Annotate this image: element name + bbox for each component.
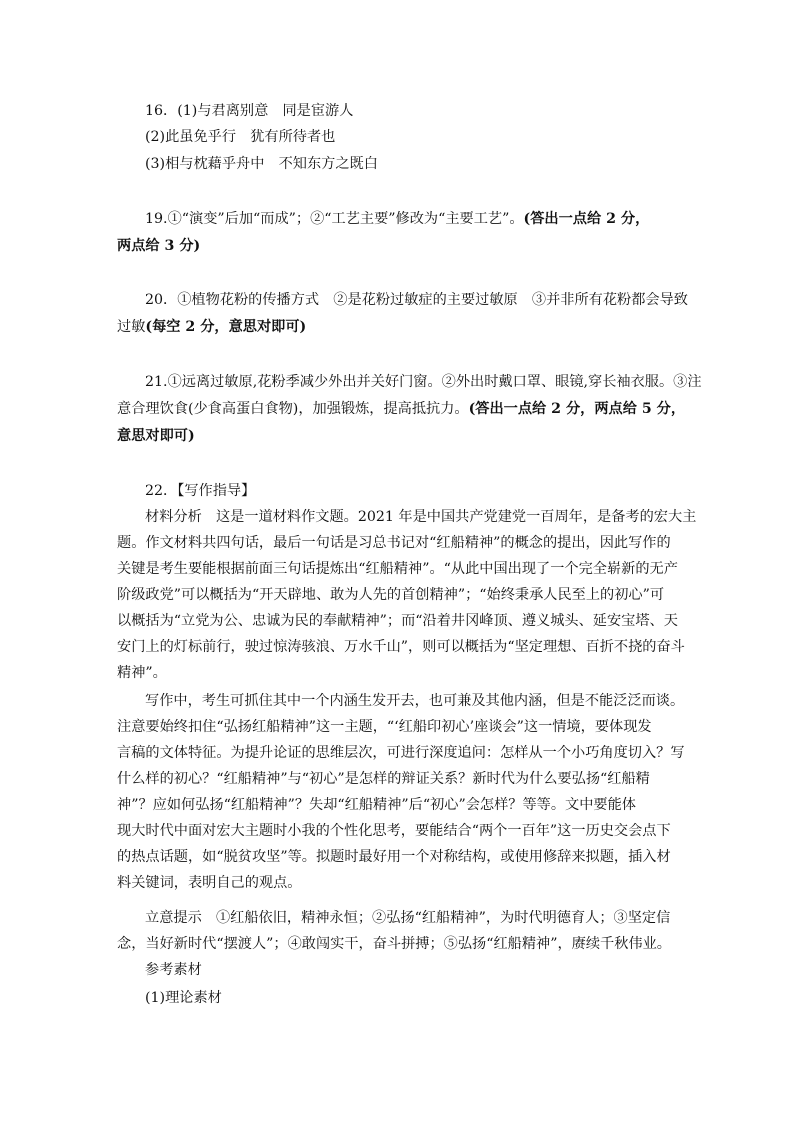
reference-heading: 参考素材	[145, 962, 202, 978]
analysis-line: 题。作文材料共四句话，最后一句话是习总书记对“红船精神”的概念的提出，因此写作的	[117, 535, 671, 551]
analysis-line: 安门上的灯标前行，驶过惊涛骇浪、万水千山”，则可以概括为“坚定理想、百折不挠的奋斗	[117, 639, 685, 655]
q19-line-1	[145, 209, 649, 229]
q21-answer-tail: 意合理饮食(少食高蛋白食物)，加强锻炼，提高抵抗力。	[117, 401, 469, 417]
analysis-line: 精神”。	[117, 665, 167, 681]
writing-line: 言稿的文体特征。为提升论证的思维层次，可进行深度追问：怎样从一个小巧角度切入？写	[117, 745, 685, 761]
writing-line: 神”？应如何弘扬“红船精神”？失却“红船精神”后“初心”会怎样？等等。文中要能体	[117, 797, 636, 813]
q21-line-2	[117, 399, 685, 419]
writing-line: 料关键词，表明自己的观点。	[117, 875, 302, 891]
writing-line: 现大时代中面对宏大主题时小我的个性化思考，要能结合“两个一百年”这一历史交会点下	[117, 823, 671, 839]
q16-line-2: (2)此虽免乎行 犹有所待者也	[145, 129, 336, 145]
q20-line-2	[117, 317, 306, 337]
q21-scoring: (答出一点给 2 分，两点给 5 分，	[468, 401, 686, 417]
q20-answer-tail: 过敏	[117, 319, 146, 335]
q16-line-1: 16．(1)与君离别意 同是宦游人	[145, 103, 354, 119]
q19-scoring: (答出一点给 2 分，	[523, 211, 650, 227]
q19-answer: 19.①“演变”后加“而成”；②“工艺主要”修改为“主要工艺”。	[145, 211, 524, 227]
writing-line: 写作中，考生可抓住其中一个内涵生发开去，也可兼及其他内涵，但是不能泛泛而谈。	[145, 693, 685, 709]
tips-line: 立意提示 ①红船依旧，精神永恒；②弘扬“红船精神”，为时代明德育人；③坚定信	[145, 910, 671, 926]
q16-line-3: (3)相与枕藉乎舟中 不知东方之既白	[145, 156, 378, 172]
writing-line: 什么样的初心？“红船精神”与“初心”是怎样的辩证关系？新时代为什么要弘扬“红船精	[117, 771, 650, 787]
theory-subheading: (1)理论素材	[145, 990, 222, 1006]
writing-line: 注意要始终扣住“弘扬红船精神”这一主题，“‘红船印初心’座谈会”这一情境，要体现发	[117, 719, 652, 735]
q20-scoring: (每空 2 分，意思对即可)	[145, 319, 307, 335]
q22-heading: 22．【写作指导】	[145, 483, 256, 499]
analysis-line: 关键是考生要能根据前面三句话提炼出“红船精神”。“从此中国出现了一个完全崭新的无产	[117, 561, 678, 577]
q19-line-2: 两点给 3 分)	[117, 238, 201, 254]
q21-line-1: 21.①远离过敏原,花粉季减少外出并关好门窗。②外出时戴口罩、眼镜,穿长袖衣服。③注	[145, 374, 702, 390]
writing-line: 的热点话题，如“脱贫攻坚”等。拟题时最好用一个对称结构，或使用修辞来拟题，插入材	[117, 849, 671, 865]
tips-line: 念，当好新时代“摆渡人”；④敢闯实干，奋斗拼搏；⑤弘扬“红船精神”，赓续千秋伟业。	[117, 936, 671, 952]
analysis-line: 阶级政党”可以概括为“开天辟地、敢为人先的首创精神”；“始终秉承人民至上的初心”可	[117, 587, 665, 603]
q21-line-3: 意思对即可)	[117, 428, 195, 444]
analysis-line: 材料分析 这是一道材料作文题。2021 年是中国共产党建党一百周年，是备考的宏大主	[145, 509, 697, 525]
q20-line-1: 20．①植物花粉的传播方式 ②是花粉过敏症的主要过敏原 ③并非所有花粉都会导致	[145, 292, 688, 308]
analysis-line: 以概括为“立党为公、忠诚为民的奉献精神”；而“沿着井冈峰顶、遵义城头、延安宝塔、天	[117, 613, 678, 629]
